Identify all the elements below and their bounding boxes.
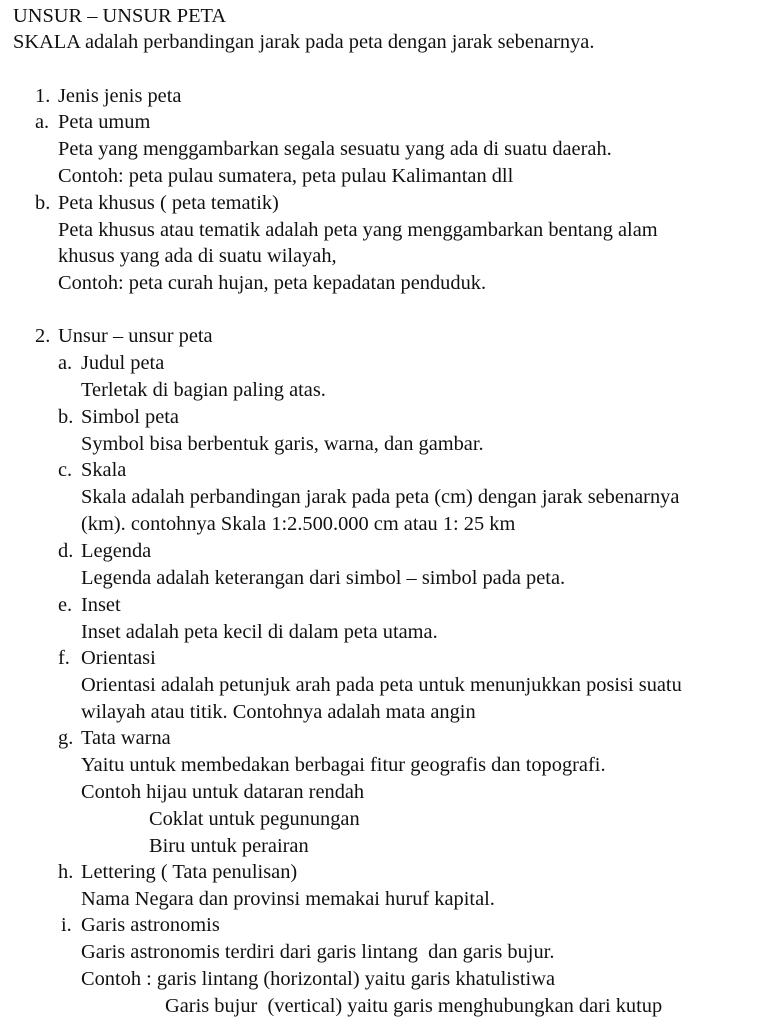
s2-item-g-marker: g. bbox=[58, 727, 74, 749]
s2-item-b-heading: Simbol peta bbox=[81, 406, 179, 428]
s2-item-g-example-3: Biru untuk perairan bbox=[149, 835, 309, 857]
s2-item-b-desc: Symbol bisa berbentuk garis, warna, dan gambar. bbox=[81, 433, 484, 455]
s2-item-g-desc: Yaitu untuk membedakan berbagai fitur geografis dan topografi. bbox=[81, 754, 606, 776]
s1-item-b-example: Contoh: peta curah hujan, peta kepadatan penduduk. bbox=[58, 272, 487, 294]
document-title: UNSUR – UNSUR PETA bbox=[13, 5, 227, 27]
s1-item-b-marker: b. bbox=[35, 192, 51, 214]
s2-item-a-marker: a. bbox=[58, 352, 73, 374]
s2-item-a-heading: Judul peta bbox=[81, 352, 165, 374]
s2-item-f-desc-line2: wilayah atau titik. Contohnya adalah mata angin bbox=[81, 701, 476, 723]
section-1-heading: Jenis jenis peta bbox=[58, 85, 182, 107]
s2-item-i-marker: i. bbox=[61, 914, 72, 936]
s2-item-f-heading: Orientasi bbox=[81, 647, 156, 669]
s2-item-c-heading: Skala bbox=[81, 459, 127, 481]
s1-item-b-heading: Peta khusus ( peta tematik) bbox=[58, 192, 279, 214]
section-1-marker: 1. bbox=[35, 85, 51, 107]
s2-item-e-marker: e. bbox=[58, 594, 73, 616]
s2-item-i-example-1: Contoh : garis lintang (horizontal) yaitu garis khatulistiwa bbox=[81, 968, 555, 990]
s2-item-g-example-2: Coklat untuk pegunungan bbox=[149, 808, 360, 830]
s2-item-b-marker: b. bbox=[58, 406, 74, 428]
s2-item-d-marker: d. bbox=[58, 540, 74, 562]
s2-item-i-heading: Garis astronomis bbox=[81, 914, 220, 936]
s2-item-h-heading: Lettering ( Tata penulisan) bbox=[81, 861, 298, 883]
s1-item-a-desc: Peta yang menggambarkan segala sesuatu yang ada di suatu daerah. bbox=[58, 138, 612, 160]
s2-item-f-desc-line1: Orientasi adalah petunjuk arah pada peta untuk menunjukkan posisi suatu bbox=[81, 674, 682, 696]
s2-item-d-desc: Legenda adalah keterangan dari simbol – simbol pada peta. bbox=[81, 567, 566, 589]
s1-item-a-marker: a. bbox=[35, 111, 50, 133]
s2-item-g-heading: Tata warna bbox=[81, 727, 171, 749]
s1-item-b-desc-line2: khusus yang ada di suatu wilayah, bbox=[58, 245, 337, 267]
s2-item-c-marker: c. bbox=[58, 459, 73, 481]
section-2-heading: Unsur – unsur peta bbox=[58, 325, 213, 347]
s2-item-g-example-1: Contoh hijau untuk dataran rendah bbox=[81, 781, 365, 803]
s2-item-h-desc: Nama Negara dan provinsi memakai huruf kapital. bbox=[81, 888, 495, 910]
s2-item-a-desc: Terletak di bagian paling atas. bbox=[81, 379, 326, 401]
s2-item-f-marker: f. bbox=[58, 647, 70, 669]
s1-item-b-desc-line1: Peta khusus atau tematik adalah peta yang menggambarkan bentang alam bbox=[58, 219, 658, 241]
s2-item-e-desc: Inset adalah peta kecil di dalam peta utama. bbox=[81, 621, 438, 643]
s2-item-i-desc: Garis astronomis terdiri dari garis lintang dan garis bujur. bbox=[81, 941, 555, 963]
section-2-marker: 2. bbox=[35, 325, 51, 347]
s2-item-e-heading: Inset bbox=[81, 594, 121, 616]
document-intro: SKALA adalah perbandingan jarak pada peta dengan jarak sebenarnya. bbox=[13, 31, 595, 53]
s2-item-c-desc-line2: (km). contohnya Skala 1:2.500.000 cm atau 1: 25 km bbox=[81, 513, 516, 535]
s2-item-d-heading: Legenda bbox=[81, 540, 152, 562]
s1-item-a-heading: Peta umum bbox=[58, 111, 151, 133]
s2-item-h-marker: h. bbox=[58, 861, 74, 883]
s1-item-a-example: Contoh: peta pulau sumatera, peta pulau Kalimantan dll bbox=[58, 165, 514, 187]
s2-item-c-desc-line1: Skala adalah perbandingan jarak pada peta (cm) dengan jarak sebenarnya bbox=[81, 486, 680, 508]
s2-item-i-example-2: Garis bujur (vertical) yaitu garis menghubungkan dari kutup bbox=[165, 995, 663, 1017]
